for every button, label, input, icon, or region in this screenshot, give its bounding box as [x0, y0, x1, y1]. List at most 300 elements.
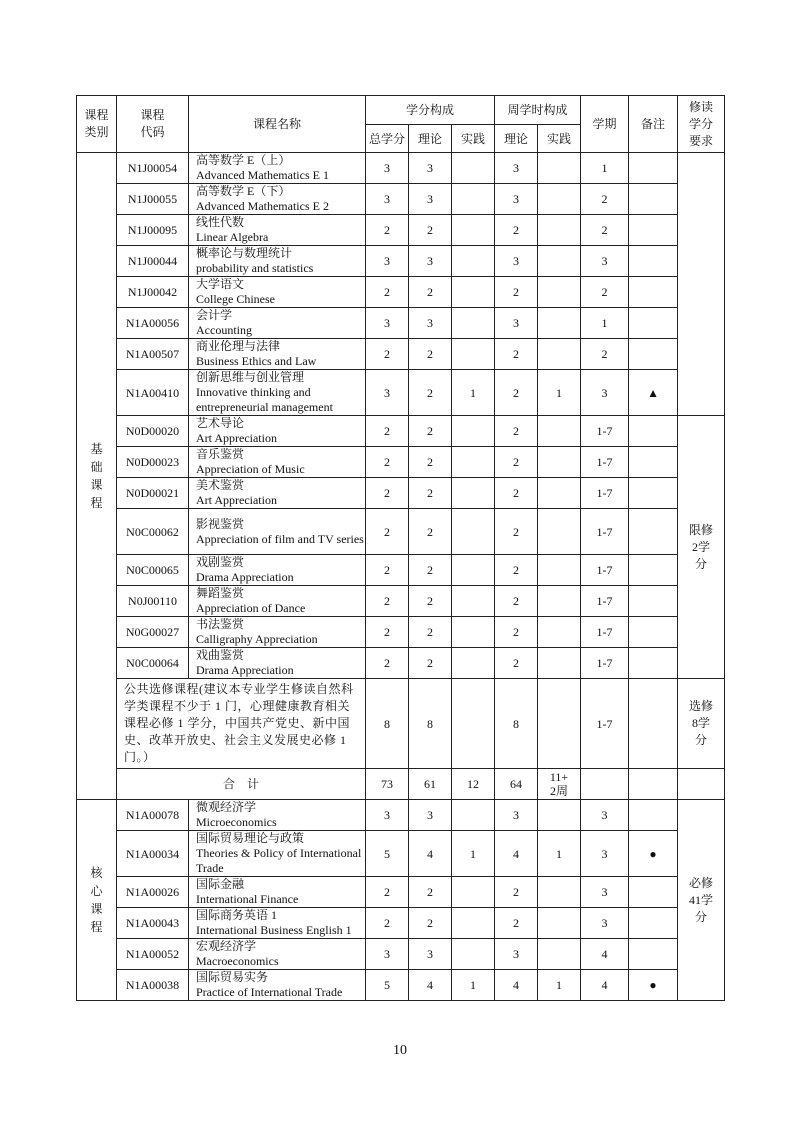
semester: 3 — [581, 831, 629, 877]
semester: 1-7 — [581, 416, 629, 447]
course-row — [77, 939, 725, 970]
course-row — [77, 447, 725, 478]
theory-credits: 2 — [409, 648, 452, 679]
course-row — [77, 478, 725, 509]
hours-practice — [538, 586, 581, 617]
theory-credits: 2 — [409, 339, 452, 370]
total-credits: 2 — [366, 478, 409, 509]
hours-practice — [538, 478, 581, 509]
practice-credits — [452, 939, 495, 970]
hours-theory: 2 — [495, 447, 538, 478]
course-code: N0D00021 — [117, 478, 189, 509]
subtotal-row — [77, 769, 725, 800]
course-name-cn: 影视鉴赏 — [196, 516, 245, 531]
hours-practice — [538, 308, 581, 339]
course-name-cn: 高等数学 E（上） — [196, 153, 291, 167]
semester: 1-7 — [581, 586, 629, 617]
practice-credits — [452, 908, 495, 939]
remark — [629, 153, 678, 184]
course-code: N1A00043 — [117, 908, 189, 939]
header-hours-group: 周学时构成 — [495, 96, 581, 125]
course-row — [77, 277, 725, 308]
practice-credits — [452, 416, 495, 447]
course-code: N0C00065 — [117, 555, 189, 586]
theory-credits: 2 — [409, 370, 452, 416]
course-name — [189, 215, 366, 246]
total-credits: 2 — [366, 447, 409, 478]
course-name — [189, 555, 366, 586]
course-name-en: International Finance — [196, 892, 299, 906]
course-row — [77, 153, 725, 184]
hours-theory: 2 — [495, 586, 538, 617]
subtotal-total-credits: 73 — [366, 769, 409, 800]
hours-practice — [538, 153, 581, 184]
course-name-en: Calligraphy Appreciation — [196, 632, 318, 646]
total-credits: 2 — [366, 586, 409, 617]
course-name — [189, 800, 366, 831]
course-name-cn: 国际贸易实务 — [196, 970, 269, 984]
course-row — [77, 831, 725, 877]
course-name — [189, 970, 366, 1001]
subtotal-hours-theory: 64 — [495, 769, 538, 800]
theory-credits: 4 — [409, 831, 452, 877]
hours-practice — [538, 800, 581, 831]
hours-practice — [538, 215, 581, 246]
course-name — [189, 339, 366, 370]
practice-credits — [452, 339, 495, 370]
requirement-art-text: 限修2学分 — [689, 522, 714, 571]
course-code: N1A00078 — [117, 800, 189, 831]
category-basic — [77, 153, 117, 800]
course-code: N0D00023 — [117, 447, 189, 478]
course-name-cn: 微观经济学 — [196, 800, 257, 814]
subtotal-practice-credits: 12 — [452, 769, 495, 800]
course-name-en: Appreciation of Music — [196, 462, 305, 476]
header-requirement: 修读学分要求 — [678, 96, 725, 153]
course-name-cn: 戏曲鉴赏 — [196, 648, 245, 662]
hours-theory: 2 — [495, 277, 538, 308]
practice-credits: 1 — [452, 970, 495, 1001]
hours-practice — [538, 184, 581, 215]
hours-theory: 8 — [495, 679, 538, 769]
course-name — [189, 939, 366, 970]
course-name-en: Linear Algebra — [196, 230, 269, 244]
theory-credits: 2 — [409, 447, 452, 478]
hours-theory: 3 — [495, 153, 538, 184]
remark — [629, 617, 678, 648]
subtotal-remark — [629, 769, 678, 800]
remark — [629, 277, 678, 308]
course-name-cn: 商业伦理与法律 — [196, 339, 281, 353]
total-credits: 3 — [366, 800, 409, 831]
course-row — [77, 370, 725, 416]
course-row — [77, 215, 725, 246]
practice-credits — [452, 617, 495, 648]
theory-credits: 2 — [409, 586, 452, 617]
course-row — [77, 908, 725, 939]
total-credits: 3 — [366, 939, 409, 970]
remark — [629, 416, 678, 447]
total-credits: 3 — [366, 370, 409, 416]
course-code: N0D00020 — [117, 416, 189, 447]
total-credits: 3 — [366, 153, 409, 184]
requirement-art — [678, 416, 725, 679]
semester: 1-7 — [581, 447, 629, 478]
hours-practice — [538, 509, 581, 555]
total-credits: 2 — [366, 648, 409, 679]
course-name-en: Innovative thinking and entrepreneurial management — [196, 385, 333, 414]
course-name — [189, 908, 366, 939]
hours-practice — [538, 447, 581, 478]
course-row — [77, 416, 725, 447]
total-credits: 8 — [366, 679, 409, 769]
semester: 1-7 — [581, 478, 629, 509]
hours-practice — [538, 617, 581, 648]
course-name — [189, 586, 366, 617]
theory-credits: 2 — [409, 478, 452, 509]
course-code: N0G00027 — [117, 617, 189, 648]
course-row — [77, 308, 725, 339]
total-credits: 2 — [366, 215, 409, 246]
requirement-elective-text: 选修8学分 — [689, 699, 714, 747]
semester: 2 — [581, 339, 629, 370]
subtotal-hours-practice-text: 11+2周 — [549, 770, 569, 798]
course-name-en: probability and statistics — [196, 261, 314, 275]
remark — [629, 339, 678, 370]
theory-credits: 3 — [409, 308, 452, 339]
course-code: N1A00056 — [117, 308, 189, 339]
course-name-en: Appreciation of film and TV series — [196, 531, 364, 546]
course-code: N1A00034 — [117, 831, 189, 877]
course-name-cn: 舞蹈鉴赏 — [196, 586, 245, 600]
remark — [629, 555, 678, 586]
header-remark: 备注 — [629, 96, 678, 153]
theory-credits: 3 — [409, 246, 452, 277]
practice-credits — [452, 215, 495, 246]
practice-credits — [452, 447, 495, 478]
hours-practice: 1 — [538, 831, 581, 877]
theory-credits: 2 — [409, 416, 452, 447]
course-name-en: Drama Appreciation — [196, 663, 294, 677]
practice-credits — [452, 478, 495, 509]
hours-practice — [538, 648, 581, 679]
course-row — [77, 184, 725, 215]
course-row — [77, 586, 725, 617]
public-elective-row — [77, 679, 725, 769]
course-name-cn: 国际金融 — [196, 877, 245, 891]
course-name — [189, 478, 366, 509]
remark — [629, 215, 678, 246]
total-credits: 2 — [366, 555, 409, 586]
course-name-cn: 线性代数 — [196, 215, 245, 229]
course-name-en: Practice of International Trade — [196, 985, 343, 999]
course-name — [189, 648, 366, 679]
hours-practice — [538, 416, 581, 447]
course-code: N1J00095 — [117, 215, 189, 246]
theory-credits: 8 — [409, 679, 452, 769]
theory-credits: 3 — [409, 939, 452, 970]
hours-practice — [538, 277, 581, 308]
remark — [629, 648, 678, 679]
course-code: N0C00064 — [117, 648, 189, 679]
hours-theory: 3 — [495, 308, 538, 339]
course-name-cn: 音乐鉴赏 — [196, 447, 245, 461]
hours-theory: 2 — [495, 339, 538, 370]
hours-theory: 4 — [495, 970, 538, 1001]
practice-credits — [452, 800, 495, 831]
subtotal-semester — [581, 769, 629, 800]
semester: 3 — [581, 246, 629, 277]
requirement-elective — [678, 679, 725, 769]
header-total-credits: 总学分 — [366, 125, 409, 153]
semester: 4 — [581, 939, 629, 970]
subtotal-requirement — [678, 769, 725, 800]
course-name — [189, 416, 366, 447]
course-name — [189, 370, 366, 416]
course-name-cn: 概率论与数理统计 — [196, 246, 293, 260]
page-number: 10 — [393, 1043, 407, 1058]
hours-theory: 2 — [495, 370, 538, 416]
header-category: 课程类别 — [77, 96, 117, 153]
theory-credits: 3 — [409, 153, 452, 184]
remark — [629, 509, 678, 555]
course-code: N1A00026 — [117, 877, 189, 908]
course-name-en: Drama Appreciation — [196, 570, 294, 584]
practice-credits: 1 — [452, 370, 495, 416]
subtotal-theory-credits: 61 — [409, 769, 452, 800]
category-core — [77, 800, 117, 1001]
hours-theory: 2 — [495, 215, 538, 246]
practice-credits — [452, 153, 495, 184]
course-name — [189, 509, 366, 555]
course-name-cn: 艺术导论 — [196, 416, 245, 430]
remark — [629, 908, 678, 939]
hours-practice — [538, 877, 581, 908]
total-credits: 2 — [366, 908, 409, 939]
semester: 3 — [581, 370, 629, 416]
practice-credits — [452, 509, 495, 555]
total-credits: 3 — [366, 246, 409, 277]
semester: 2 — [581, 184, 629, 215]
course-name-cn: 会计学 — [196, 308, 233, 322]
remark — [629, 478, 678, 509]
hours-practice — [538, 679, 581, 769]
semester: 1-7 — [581, 679, 629, 769]
course-code: N1J00042 — [117, 277, 189, 308]
course-code: N1J00055 — [117, 184, 189, 215]
header-name: 课程名称 — [189, 96, 366, 153]
practice-credits — [452, 246, 495, 277]
course-name-en: Art Appreciation — [196, 493, 277, 507]
hours-theory: 3 — [495, 939, 538, 970]
total-credits: 2 — [366, 277, 409, 308]
remark — [629, 184, 678, 215]
practice-credits — [452, 555, 495, 586]
course-name-cn: 宏观经济学 — [196, 939, 257, 953]
public-elective-text: 公共选修课程(建议本专业学生修读自然科学类课程不少于 1 门，心理健康教育相关课程必修 1 学分，中国共产党史、新中国史、改革开放史、社会主义发展史必修 1 门。） — [117, 679, 366, 769]
remark — [629, 800, 678, 831]
course-name — [189, 877, 366, 908]
semester: 4 — [581, 970, 629, 1001]
course-code: N1J00044 — [117, 246, 189, 277]
total-credits: 3 — [366, 184, 409, 215]
theory-credits: 2 — [409, 215, 452, 246]
header-hours-theory: 理论 — [495, 125, 538, 153]
course-name-en: Microeconomics — [196, 815, 277, 829]
semester: 3 — [581, 877, 629, 908]
practice-credits — [452, 877, 495, 908]
course-code: N1A00410 — [117, 370, 189, 416]
total-credits: 2 — [366, 339, 409, 370]
subtotal-label: 合 计 — [117, 769, 366, 800]
course-name-cn: 国际商务英语 1 — [196, 908, 278, 922]
hours-practice — [538, 555, 581, 586]
theory-credits: 4 — [409, 970, 452, 1001]
requirement-core — [678, 800, 725, 1001]
practice-credits — [452, 586, 495, 617]
theory-credits: 2 — [409, 908, 452, 939]
theory-credits: 2 — [409, 509, 452, 555]
course-name — [189, 308, 366, 339]
course-name-en: Accounting — [196, 323, 252, 337]
hours-practice: 1 — [538, 370, 581, 416]
semester: 1-7 — [581, 617, 629, 648]
remark — [629, 447, 678, 478]
course-name-en: Advanced Mathematics E 2 — [196, 199, 329, 213]
course-name — [189, 447, 366, 478]
course-name — [189, 246, 366, 277]
subtotal-hours-practice — [538, 769, 581, 800]
hours-theory: 2 — [495, 617, 538, 648]
theory-credits: 3 — [409, 184, 452, 215]
course-row — [77, 617, 725, 648]
semester: 2 — [581, 277, 629, 308]
course-row — [77, 648, 725, 679]
practice-credits — [452, 679, 495, 769]
theory-credits: 2 — [409, 617, 452, 648]
course-row — [77, 339, 725, 370]
requirement-core-text: 必修41学分 — [689, 875, 714, 924]
semester: 1-7 — [581, 648, 629, 679]
course-name — [189, 617, 366, 648]
hours-theory: 3 — [495, 246, 538, 277]
remark — [629, 939, 678, 970]
hours-theory: 2 — [495, 648, 538, 679]
hours-practice: 1 — [538, 970, 581, 1001]
hours-practice — [538, 246, 581, 277]
hours-theory: 2 — [495, 509, 538, 555]
total-credits: 2 — [366, 617, 409, 648]
category-basic-text: 基础课程 — [90, 442, 103, 510]
theory-credits: 2 — [409, 555, 452, 586]
course-name-en: Advanced Mathematics E 1 — [196, 168, 329, 182]
course-name-en: Appreciation of Dance — [196, 601, 306, 615]
total-credits: 5 — [366, 831, 409, 877]
header-hours-practice: 实践 — [538, 125, 581, 153]
remark — [629, 308, 678, 339]
practice-credits — [452, 648, 495, 679]
header-credit-group: 学分构成 — [366, 96, 495, 125]
hours-practice — [538, 939, 581, 970]
hours-theory: 2 — [495, 555, 538, 586]
course-name-cn: 美术鉴赏 — [196, 478, 245, 492]
course-name — [189, 153, 366, 184]
course-name-en: International Business English 1 — [196, 923, 352, 937]
total-credits: 2 — [366, 509, 409, 555]
course-code: N1J00054 — [117, 153, 189, 184]
course-row — [77, 555, 725, 586]
header-practice: 实践 — [452, 125, 495, 153]
hours-theory: 2 — [495, 416, 538, 447]
course-table — [76, 95, 725, 1001]
course-name-en: College Chinese — [196, 292, 275, 306]
theory-credits: 3 — [409, 800, 452, 831]
hours-practice — [538, 339, 581, 370]
course-row — [77, 877, 725, 908]
course-name — [189, 184, 366, 215]
course-code: N0J00110 — [117, 586, 189, 617]
theory-credits: 2 — [409, 277, 452, 308]
hours-theory: 2 — [495, 908, 538, 939]
course-code: N0C00062 — [117, 509, 189, 555]
practice-credits: 1 — [452, 831, 495, 877]
practice-credits — [452, 308, 495, 339]
category-core-text: 核心课程 — [90, 866, 103, 934]
remark — [629, 246, 678, 277]
remark: ● — [629, 831, 678, 877]
requirement-basic-required — [678, 153, 725, 416]
course-name-cn: 高等数学 E（下） — [196, 184, 291, 198]
course-name-en: Macroeconomics — [196, 954, 279, 968]
semester: 3 — [581, 800, 629, 831]
total-credits: 2 — [366, 877, 409, 908]
remark — [629, 679, 678, 769]
remark — [629, 877, 678, 908]
semester: 1 — [581, 153, 629, 184]
practice-credits — [452, 184, 495, 215]
remark: ● — [629, 970, 678, 1001]
course-row — [77, 970, 725, 1001]
hours-theory: 3 — [495, 800, 538, 831]
course-name-cn: 大学语文 — [196, 277, 245, 291]
course-code: N1A00052 — [117, 939, 189, 970]
practice-credits — [452, 277, 495, 308]
course-name-cn: 书法鉴赏 — [196, 617, 245, 631]
hours-theory: 3 — [495, 184, 538, 215]
course-name-cn: 国际贸易理论与政策 — [196, 831, 305, 845]
header-theory: 理论 — [409, 125, 452, 153]
semester: 3 — [581, 908, 629, 939]
course-name-en: Business Ethics and Law — [196, 354, 317, 368]
total-credits: 3 — [366, 308, 409, 339]
remark: ▲ — [629, 370, 678, 416]
course-row — [77, 509, 725, 555]
semester: 1-7 — [581, 555, 629, 586]
hours-theory: 2 — [495, 877, 538, 908]
semester: 1-7 — [581, 509, 629, 555]
theory-credits: 2 — [409, 877, 452, 908]
total-credits: 5 — [366, 970, 409, 1001]
course-name-cn: 戏剧鉴赏 — [196, 555, 245, 569]
course-name — [189, 277, 366, 308]
hours-practice — [538, 908, 581, 939]
hours-theory: 4 — [495, 831, 538, 877]
total-credits: 2 — [366, 416, 409, 447]
semester: 2 — [581, 215, 629, 246]
header-semester: 学期 — [581, 96, 629, 153]
hours-theory: 2 — [495, 478, 538, 509]
course-name-cn: 创新思维与创业管理 — [196, 370, 305, 384]
